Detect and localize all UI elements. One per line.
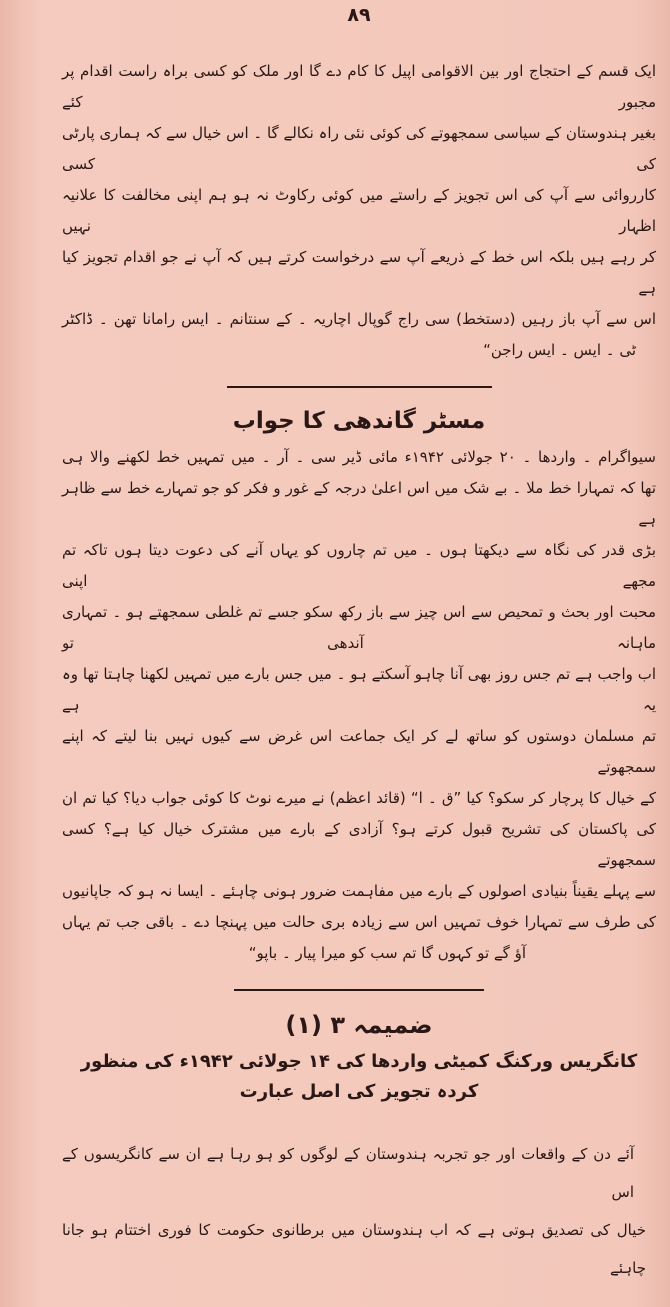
resolution-heading: کانگریس ورکنگ کمیٹی واردھا کی ۱۴ جولائی ۱۹۴۲ء کی منظور کردہ تجویز کی اصل عبارت [80,1051,638,1102]
text-line: آؤ گے تو کہوں گا تم سب کو میرا پیار ۔ باپو“ [248,944,526,962]
text-line: ٹی ۔ ایس ۔ ایس راجن“ [483,341,636,359]
text-line: کی پاکستان کی تشریح قبول کرتے ہو؟ آزادی کے بارے میں مشترک خیال کیا ہے؟ کسی سمجھوتے [62,820,656,869]
section-heading: مسٹر گاندھی کا جواب [232,408,486,434]
text-line: تھا کہ تمہارا خط ملا ۔ بے شک میں اس اعلیٰ درجہ کے غور و فکر کو جو تمہارے خط سے ظاہر ہے [62,479,656,528]
text-line: اب واجب ہے تم جس روز بھی آنا چاہو آسکتے ہو ۔ میں جس بارے میں تمہیں لکھنا چاہتا تھا وہ یہ ہے [62,665,656,714]
text-line: کے خیال کا پرچار کر سکو؟ کیا ”ق ۔ ا“ (قائد اعظم) نے میرے نوٹ کا کوئی جواب دیا؟ کیا تم ان [62,789,656,807]
text-line: تم مسلمان دوستوں کو ساتھ لے کر ایک جماعت اس غرض سے کیوں نہیں بنا لیتے کہ اپنے سمجھوتے [62,727,656,776]
gandhi-reply-paragraph [62,442,656,969]
text-line: محبت اور بحث و تمحیص سے اس چیز سے باز رکھ سکو جسے تم غلطی سمجھتے ہو ۔ تمہاری ماہانہ آندھی تو [62,603,656,652]
resolution-paragraph [62,1135,656,1287]
text-line: کارروائی سے آپ کی اس تجویز کے راستے میں کوئی رکاوٹ نہ ہو ہم اپنی مخالفت کا علانیہ اظہار نہیں [62,186,656,235]
divider [234,989,484,991]
text-line: ایک قسم کے احتجاج اور بین الاقوامی اپیل کا کام دے گا اور ملک کو کسی براہ راست اقدام پر مجبور کئے [62,62,656,111]
text-line: سے پہلے یقیناً بنیادی اصولوں کے بارے میں مفاہمت ضرور ہونی چاہئے ۔ ایسا نہ ہو کہ جاپانیوں [62,882,656,900]
letter-end-paragraph [62,56,656,366]
text-line: خیال کی تصدیق ہوتی ہے کہ اب ہندوستان میں برطانوی حکومت کا فوری اختتام ہو جانا چاہئے [62,1221,646,1277]
text-line: سیواگرام ۔ واردھا ۔ ۲۰ جولائی ۱۹۴۲ء مائی ڈیر سی ۔ آر ۔ میں تمہیں خط لکھنے والا ہی [62,448,656,466]
text-line: اس سے آپ باز رہیں (دستخط) سی راج گوپال اچاریہ ۔ کے سنتانم ۔ ایس رامانا تھن ۔ ڈاکٹر [62,310,656,328]
text-line: آئے دن کے واقعات اور جو تجربہ ہندوستان کے لوگوں کو ہو رہا ہے ان سے کانگریسوں کے اس [62,1145,634,1201]
divider [227,386,492,388]
page-number: ۸۹ [347,4,371,26]
text-line: بڑی قدر کی نگاہ سے دیکھتا ہوں ۔ میں تم چاروں کو یہاں آنے کی دعوت دیتا ہوں تاکہ تم مجھے اپنی [62,541,656,590]
text-line: کی طرف سے تمہارا خوف تمہیں اس سے زیادہ بری حالت میں پہنچا دے ۔ باقی جب تم یہاں [62,913,656,931]
text-line: کر رہے ہیں بلکہ اس خط کے ذریعے آپ سے درخواست کرتے ہیں کہ آپ نے جو اقدام تجویز کیا ہے [62,248,656,297]
text-line: بغیر ہندوستان کے سیاسی سمجھوتے کی کوئی نئی راہ نکالے گا ۔ اس خیال سے کہ ہماری پارٹی کی کسی [62,124,656,173]
appendix-heading: ضمیمہ ۳ (۱) [285,1011,433,1039]
